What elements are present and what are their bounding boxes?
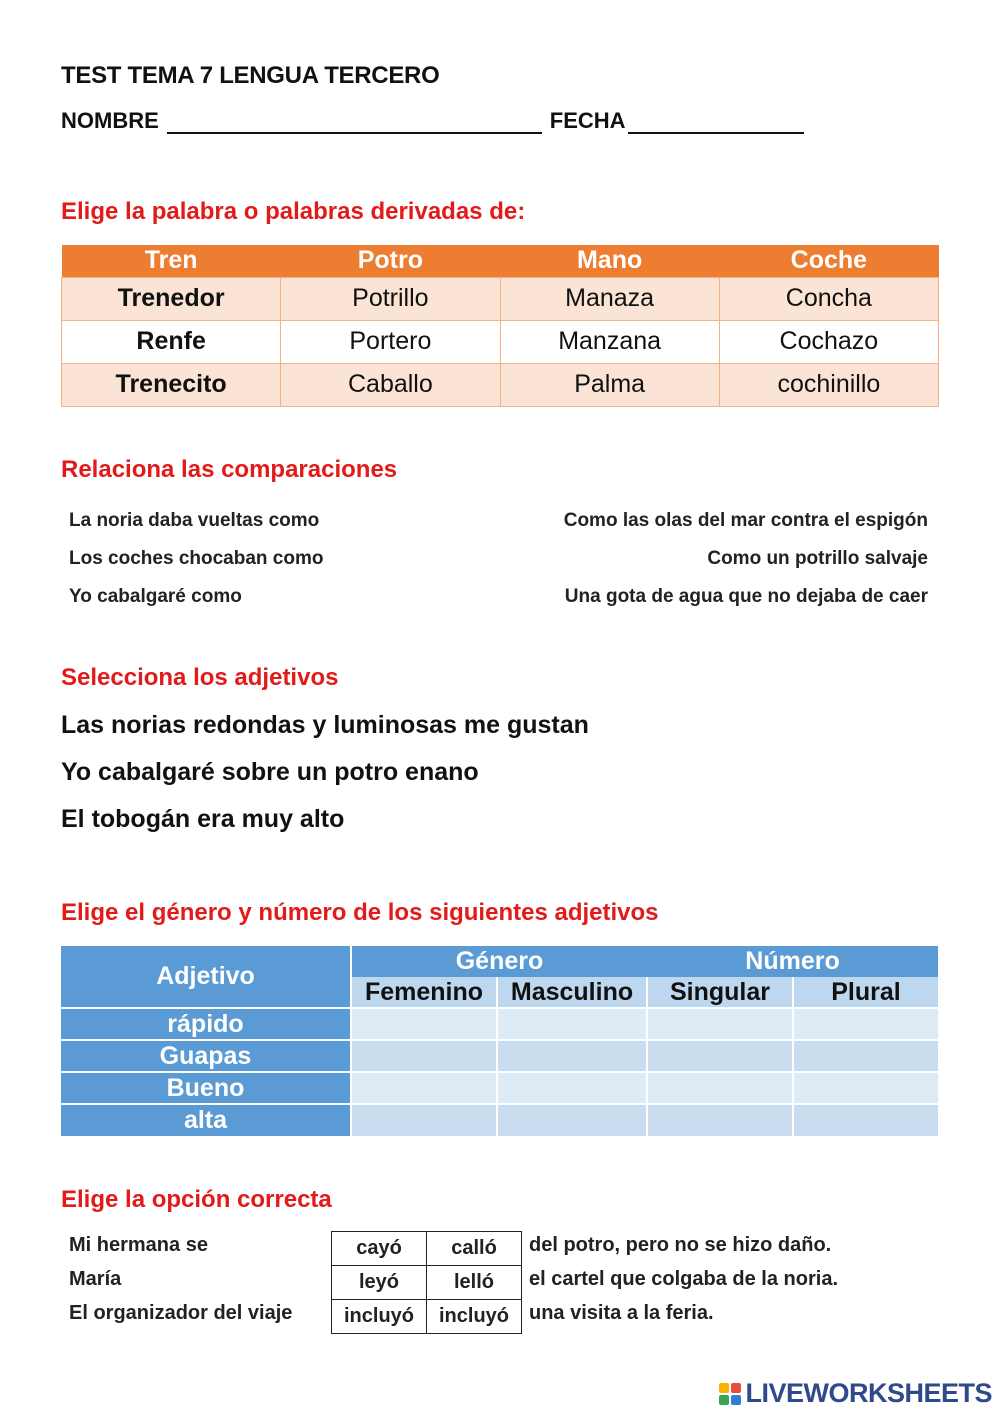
- adjective-label: Bueno: [61, 1072, 351, 1104]
- answer-cell[interactable]: [497, 1072, 647, 1104]
- logo-text: LIVEWORKSHEETS: [745, 1378, 992, 1408]
- date-field[interactable]: [628, 112, 804, 134]
- answer-cell[interactable]: [351, 1008, 497, 1040]
- logo-square: [719, 1395, 729, 1405]
- subheader-femenino: Femenino: [351, 977, 497, 1008]
- page-title: TEST TEMA 7 LENGUA TERCERO: [61, 62, 440, 89]
- word-option[interactable]: Trenecito: [62, 363, 281, 406]
- subheader-plural: Plural: [793, 977, 938, 1008]
- word-option[interactable]: Cochazo: [719, 320, 938, 363]
- answer-cell[interactable]: [647, 1040, 793, 1072]
- table-row: [61, 1072, 938, 1104]
- answer-cell[interactable]: [793, 1008, 938, 1040]
- table-row: [61, 1008, 938, 1040]
- logo-square: [731, 1383, 741, 1393]
- word-option[interactable]: Portero: [281, 320, 500, 363]
- adjective-sentence[interactable]: Las norias redondas y luminosas me gustan: [61, 711, 589, 739]
- adjective-label: alta: [61, 1104, 351, 1136]
- answer-cell[interactable]: [647, 1104, 793, 1136]
- option-choice[interactable]: incluyó: [332, 1300, 427, 1334]
- comparison-right[interactable]: Una gota de agua que no dejaba de caer: [564, 586, 928, 607]
- answer-cell[interactable]: [351, 1072, 497, 1104]
- answer-cell[interactable]: [351, 1104, 497, 1136]
- comparison-right[interactable]: Como las olas del mar contra el espigón: [563, 510, 928, 531]
- answer-cell[interactable]: [497, 1104, 647, 1136]
- table-row: [61, 1104, 938, 1136]
- option-choice[interactable]: leyó: [332, 1266, 427, 1300]
- adjective-sentence[interactable]: El tobogán era muy alto: [61, 805, 345, 833]
- answer-cell[interactable]: [351, 1040, 497, 1072]
- name-field[interactable]: [167, 112, 542, 134]
- adjective-header: Adjetivo: [61, 946, 351, 1008]
- liveworksheets-logo: [719, 1378, 992, 1409]
- section1-heading: Elige la palabra o palabras derivadas de:: [61, 198, 526, 225]
- comparison-right[interactable]: Como un potrillo salvaje: [707, 548, 928, 569]
- column-header: Mano: [500, 245, 719, 277]
- column-header: Tren: [62, 245, 281, 277]
- gender-header: Género: [351, 946, 647, 977]
- table-row: [61, 1040, 938, 1072]
- comparison-left[interactable]: Yo cabalgaré como: [69, 586, 242, 607]
- answer-cell[interactable]: [497, 1040, 647, 1072]
- number-header: Número: [647, 946, 938, 977]
- answer-cell[interactable]: [793, 1072, 938, 1104]
- options-table: [331, 1231, 522, 1334]
- adjective-label: Guapas: [61, 1040, 351, 1072]
- word-option[interactable]: Trenedor: [62, 277, 281, 320]
- option-sentence-end: del potro, pero no se hizo daño.: [529, 1234, 832, 1256]
- word-option[interactable]: Potrillo: [281, 277, 500, 320]
- section5-heading: Elige la opción correcta: [61, 1186, 332, 1213]
- comparison-left[interactable]: Los coches chocaban como: [69, 548, 324, 569]
- adjective-label: rápido: [61, 1008, 351, 1040]
- word-option[interactable]: Manaza: [500, 277, 719, 320]
- option-choice[interactable]: incluyó: [427, 1300, 522, 1334]
- subheader-singular: Singular: [647, 977, 793, 1008]
- table-row: [62, 363, 939, 406]
- word-option[interactable]: Caballo: [281, 363, 500, 406]
- option-sentence-start: María: [69, 1268, 122, 1290]
- subheader-masculino: Masculino: [497, 977, 647, 1008]
- name-date-line: [61, 108, 812, 134]
- answer-cell[interactable]: [793, 1104, 938, 1136]
- gender-number-table: [61, 946, 938, 1136]
- option-choice[interactable]: cayó: [332, 1232, 427, 1266]
- section2-heading: Relaciona las comparaciones: [61, 456, 398, 483]
- logo-mark-icon: [719, 1383, 741, 1405]
- option-sentence-end: el cartel que colgaba de la noria.: [529, 1268, 838, 1290]
- table-row: [62, 277, 939, 320]
- answer-cell[interactable]: [497, 1008, 647, 1040]
- word-option[interactable]: Concha: [719, 277, 938, 320]
- logo-square: [731, 1395, 741, 1405]
- answer-cell[interactable]: [647, 1008, 793, 1040]
- option-sentence-start: El organizador del viaje: [69, 1302, 293, 1324]
- option-sentence-end: una visita a la feria.: [529, 1302, 714, 1324]
- option-choice[interactable]: calló: [427, 1232, 522, 1266]
- column-header: Coche: [719, 245, 938, 277]
- column-header: Potro: [281, 245, 500, 277]
- option-sentence-start: Mi hermana se: [69, 1234, 208, 1256]
- name-label: NOMBRE: [61, 108, 159, 133]
- word-option[interactable]: Renfe: [62, 320, 281, 363]
- table-row: [62, 320, 939, 363]
- answer-cell[interactable]: [647, 1072, 793, 1104]
- date-label: FECHA: [549, 108, 626, 133]
- derived-words-table: [61, 245, 939, 407]
- option-choice[interactable]: lelló: [427, 1266, 522, 1300]
- word-option[interactable]: Manzana: [500, 320, 719, 363]
- section4-heading: Elige el género y número de los siguientes adjetivos: [61, 899, 659, 926]
- logo-square: [719, 1383, 729, 1393]
- comparison-left[interactable]: La noria daba vueltas como: [69, 510, 320, 531]
- word-option[interactable]: Palma: [500, 363, 719, 406]
- word-option[interactable]: cochinillo: [719, 363, 938, 406]
- answer-cell[interactable]: [793, 1040, 938, 1072]
- adjective-sentence[interactable]: Yo cabalgaré sobre un potro enano: [61, 758, 479, 786]
- section3-heading: Selecciona los adjetivos: [61, 664, 339, 691]
